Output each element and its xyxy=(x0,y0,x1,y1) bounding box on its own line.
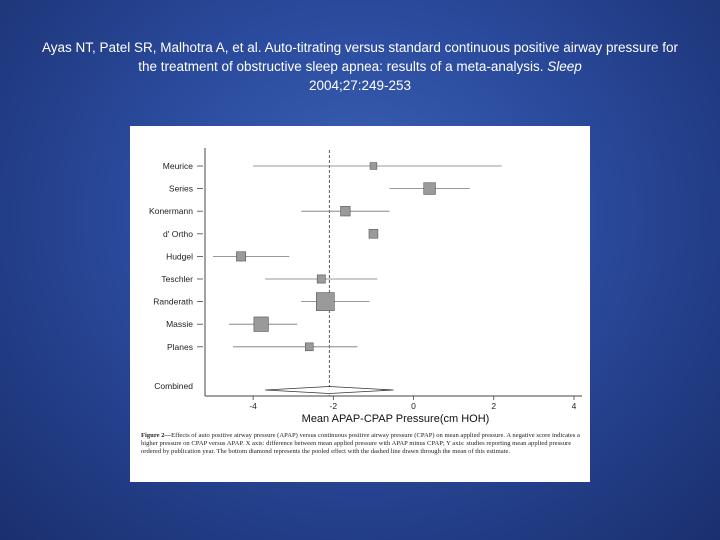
study-label: Meurice xyxy=(162,161,193,171)
x-tick-label: 4 xyxy=(571,401,577,411)
x-tick-label: 2 xyxy=(491,401,497,411)
combined-diamond xyxy=(265,387,393,394)
study-estimate-box xyxy=(236,252,245,261)
caption-text: Effects of auto positive airway pressure (APAP) versus continuous positive airway pressure (CPAP) on mean applied pressure. A negative score indicates a higher pressure on CPAP versus APAP. X axis: difference between mean applied pressure with APAP minus CPAP; Y axis: studies reporting mean applied pressure ordered by publication year. The bottom diamond represents the pooled effect with the dashed line drawn through the mean of this estimate. xyxy=(141,432,580,456)
study-label: Planes xyxy=(167,341,193,352)
study-estimate-box xyxy=(370,163,377,170)
study-estimate-box xyxy=(317,275,325,283)
study-estimate-box xyxy=(316,293,334,311)
study-label: Hudgel xyxy=(166,251,193,262)
figure-caption xyxy=(141,432,581,457)
article-title: Auto-titrating versus standard continuous positive airway pressure for the treatment of obstructive sleep apnea: results of a meta-analysis. xyxy=(138,40,679,74)
caption-label: Figure 2— xyxy=(141,432,172,439)
study-label: Randerath xyxy=(153,296,193,307)
journal-name: Sleep xyxy=(547,59,582,74)
citation-title xyxy=(40,38,680,95)
study-estimate-box xyxy=(254,317,269,332)
x-tick-label: 0 xyxy=(411,401,416,411)
citation-details: 2004;27:249-253 xyxy=(308,78,412,93)
study-label: Massie xyxy=(166,319,193,330)
authors: Ayas NT, Patel SR, Malhotra A, et al. xyxy=(41,40,262,55)
study-label: Teschler xyxy=(161,274,193,284)
x-tick-label: -4 xyxy=(249,401,257,411)
forest-plot xyxy=(130,126,590,482)
study-estimate-box xyxy=(305,343,313,351)
figure-panel xyxy=(130,126,590,482)
x-axis-label: Mean APAP-CPAP Pressure(cm HOH) xyxy=(301,413,490,425)
study-estimate-box xyxy=(424,183,436,195)
study-estimate-box xyxy=(341,206,351,216)
x-tick-label: -2 xyxy=(329,401,338,411)
study-label: Konermann xyxy=(149,206,193,217)
study-label: d' Ortho xyxy=(163,228,193,239)
study-estimate-box xyxy=(369,229,378,238)
study-label: Series xyxy=(168,183,193,194)
combined-label: Combined xyxy=(154,381,193,391)
